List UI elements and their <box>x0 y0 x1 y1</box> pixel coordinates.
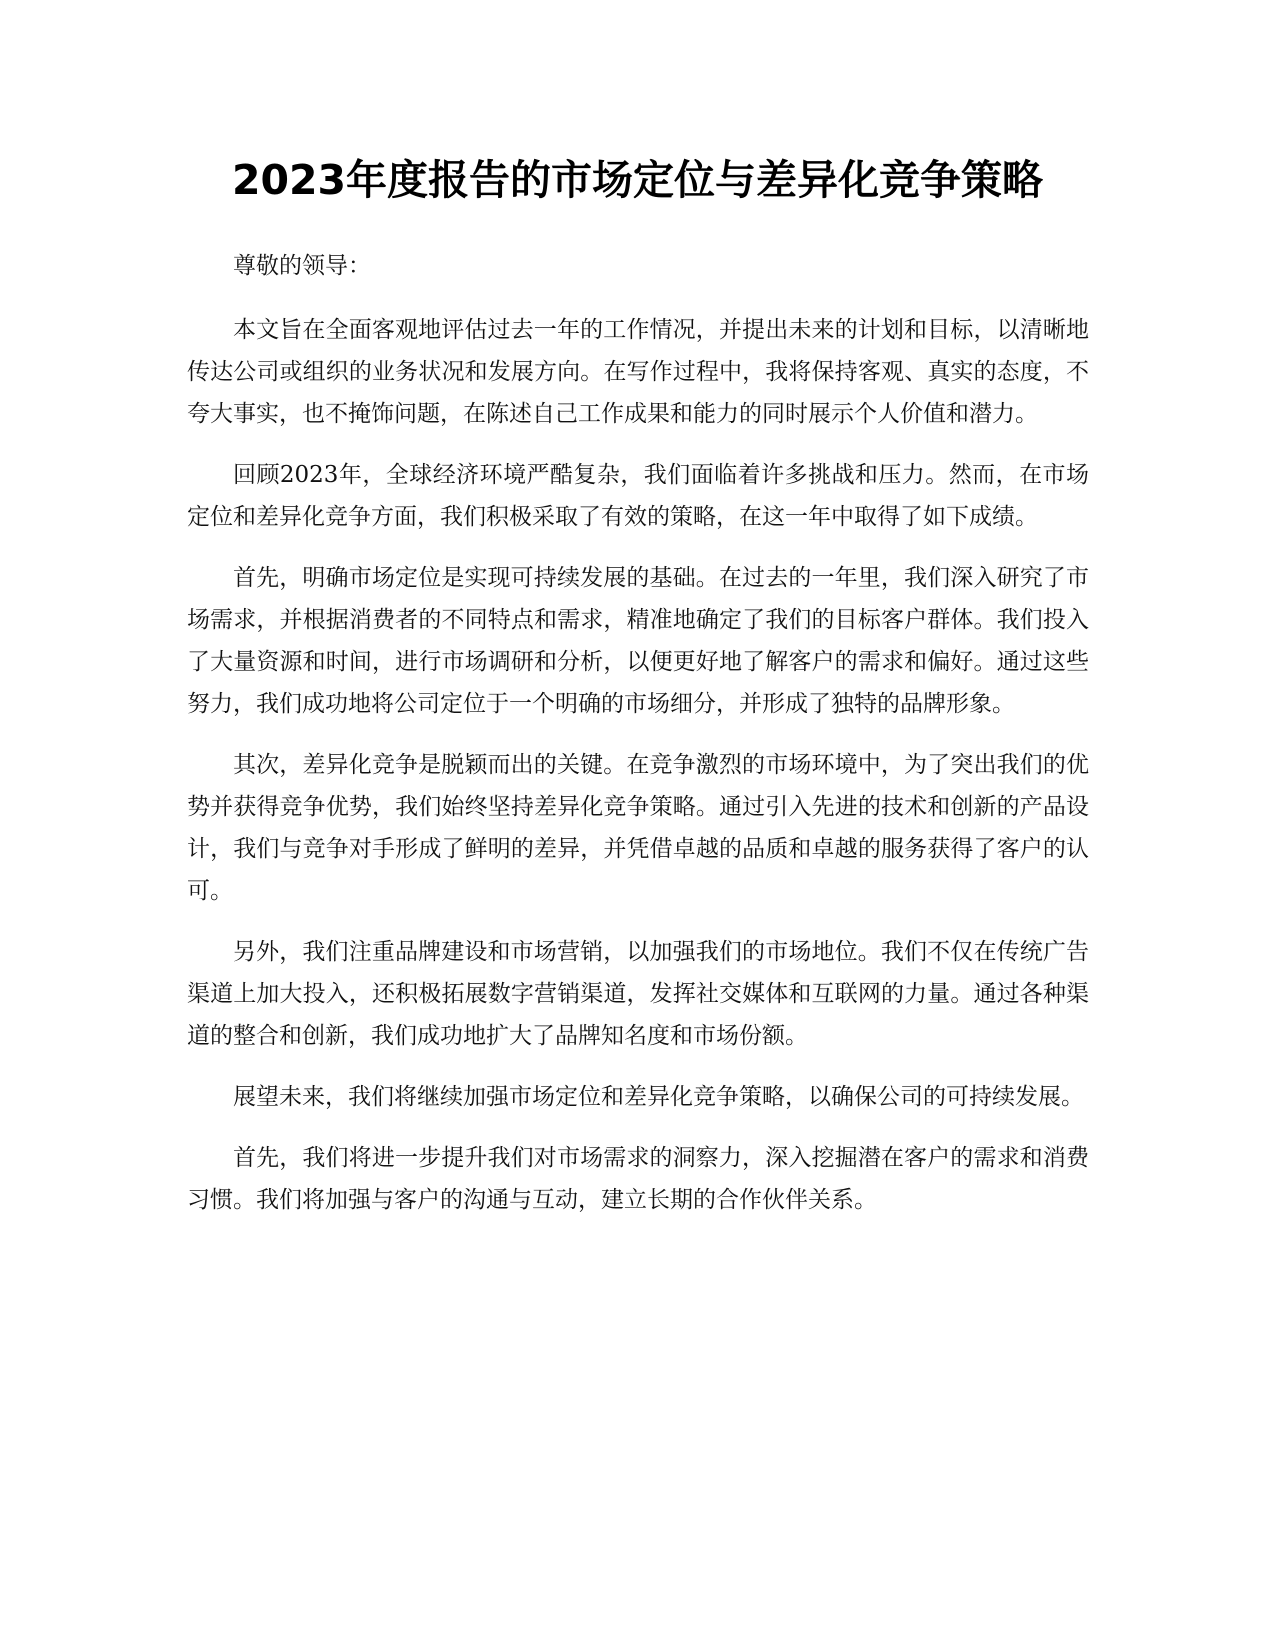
body-paragraph: 首先，我们将进一步提升我们对市场需求的洞察力，深入挖掘潜在客户的需求和消费习惯。我们将加强与客户的沟通与互动，建立长期的合作伙伴关系。 <box>187 1145 1089 1213</box>
document-title: 2023年度报告的市场定位与差异化竞争策略 <box>231 156 1044 204</box>
body-paragraph: 另外，我们注重品牌建设和市场营销，以加强我们的市场地位。我们不仅在传统广告渠道上加大投入，还积极拓展数字营销渠道，发挥社交媒体和互联网的力量。通过各种渠道的整合和创新，我们成功地扩大了品牌知名度和市场份额。 <box>187 939 1089 1049</box>
body-paragraph: 首先，明确市场定位是实现可持续发展的基础。在过去的一年里，我们深入研究了市场需求，并根据消费者的不同特点和需求，精准地确定了我们的目标客户群体。我们投入了大量资源和时间，进行市场调研和分析，以便更好地了解客户的需求和偏好。通过这些努力，我们成功地将公司定位于一个明确的市场细分，并形成了独特的品牌形象。 <box>187 565 1089 717</box>
body-paragraph: 回顾2023年，全球经济环境严酷复杂，我们面临着许多挑战和压力。然而，在市场定位和差异化竞争方面，我们积极采取了有效的策略，在这一年中取得了如下成绩。 <box>187 462 1089 530</box>
body-paragraph: 其次，差异化竞争是脱颖而出的关键。在竞争激烈的市场环境中，为了突出我们的优势并获得竞争优势，我们始终坚持差异化竞争策略。通过引入先进的技术和创新的产品设计，我们与竞争对手形成了鲜明的差异，并凭借卓越的品质和卓越的服务获得了客户的认可。 <box>187 752 1089 904</box>
document-body <box>187 245 1089 1240</box>
body-paragraph: 本文旨在全面客观地评估过去一年的工作情况，并提出未来的计划和目标，以清晰地传达公司或组织的业务状况和发展方向。在写作过程中，我将保持客观、真实的态度，不夸大事实，也不掩饰问题，在陈述自己工作成果和能力的同时展示个人价值和潜力。 <box>187 317 1089 427</box>
body-paragraph: 展望未来，我们将继续加强市场定位和差异化竞争策略，以确保公司的可持续发展。 <box>233 1084 1084 1110</box>
salutation-paragraph: 尊敬的领导： <box>233 253 371 279</box>
